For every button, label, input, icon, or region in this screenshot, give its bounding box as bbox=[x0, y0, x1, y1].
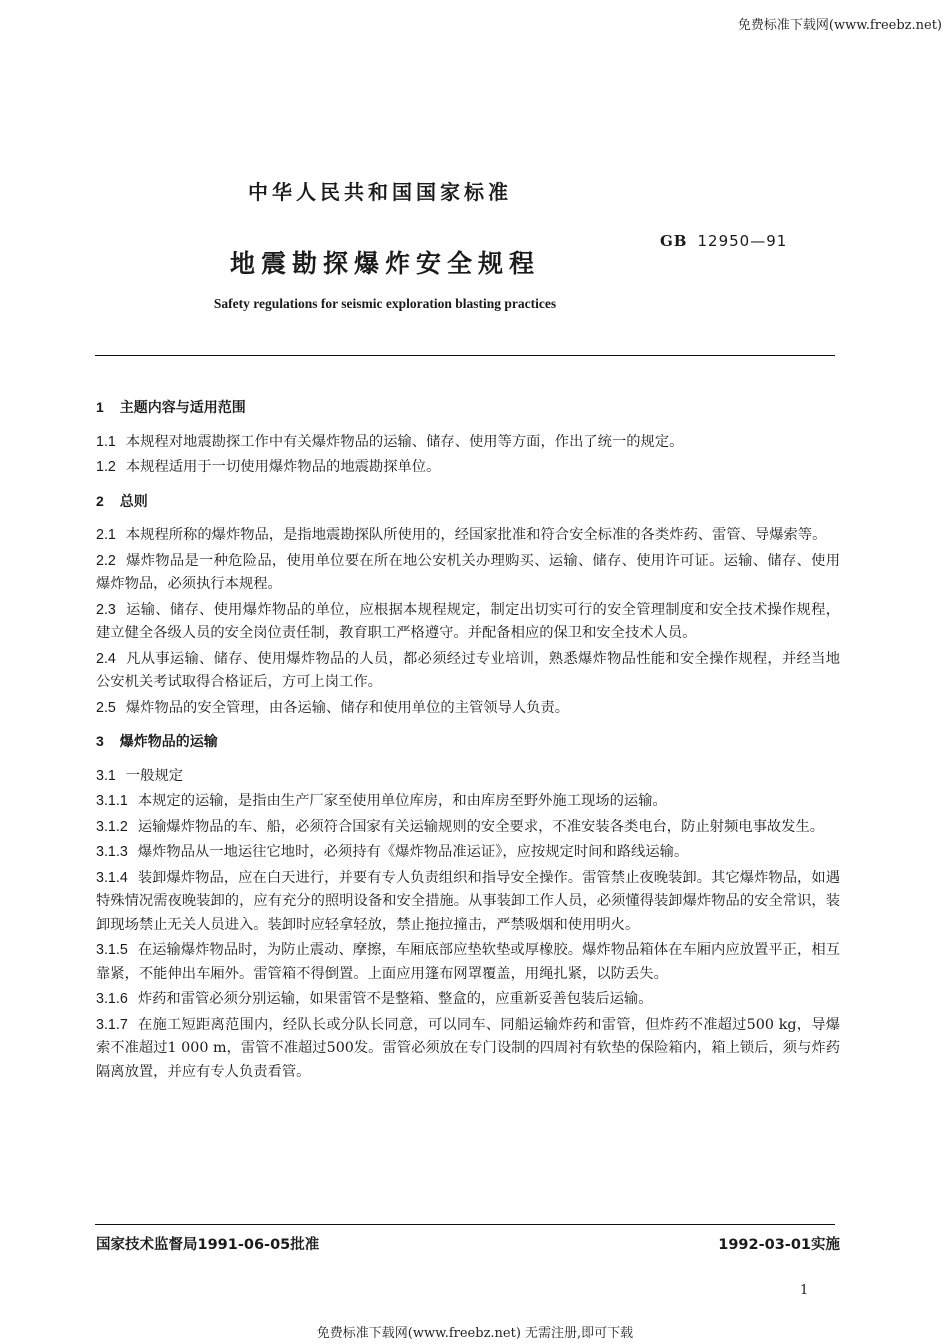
clause: 2.4 凡从事运输、储存、使用爆炸物品的人员，都必须经过专业培训，熟悉爆炸物品性能和安全操作规程，并经当地公安机关考试取得合格证后，方可上岗工作。 bbox=[96, 650, 840, 690]
clause: 3.1.3 爆炸物品从一地运往它地时，必须持有《爆炸物品准运证》，应按规定时间和路线运输。 bbox=[96, 844, 689, 860]
header-divider bbox=[95, 355, 835, 356]
section-heading: 3 爆炸物品的运输 bbox=[96, 733, 218, 750]
standard-prefix: GB bbox=[660, 232, 688, 250]
page-number: 1 bbox=[800, 1283, 809, 1298]
clause: 1.2 本规程适用于一切使用爆炸物品的地震勘探单位。 bbox=[96, 459, 441, 475]
clause: 3.1.4 装卸爆炸物品，应在白天进行，并要有专人负责组织和指导安全操作。雷管禁止夜晚装卸。其它爆炸物品，如遇特殊情况需夜晚装卸的，应有充分的照明设备和安全措施。从事装卸工作人员，必须懂得装卸爆炸物品的安全常识，装卸现场禁止无关人员进入。装卸时应轻拿轻放，禁止拖拉撞击，严禁吸烟和使用明火。 bbox=[96, 869, 840, 933]
clause: 3.1.6 炸药和雷管必须分别运输，如果雷管不是整箱、整盒的，应重新妥善包装后运输。 bbox=[96, 991, 653, 1007]
clause: 3.1.2 运输爆炸物品的车、船，必须符合国家有关运输规则的安全要求，不准安装各类电台，防止射频电事故发生。 bbox=[96, 818, 825, 835]
clause: 3.1 一般规定 bbox=[96, 767, 184, 784]
document-body bbox=[96, 392, 840, 1086]
clause: 2.5 爆炸物品的安全管理，由各运输、储存和使用单位的主管领导人负责。 bbox=[96, 699, 570, 716]
clause: 3.1.1 本规定的运输，是指由生产厂家至使用单位库房，和由库房至野外施工现场的运输。 bbox=[96, 793, 667, 809]
implementation-date: 1992-03-01实施 bbox=[718, 1237, 840, 1253]
header-watermark: 免费标准下载网(www.freebz.net) bbox=[737, 18, 942, 33]
clause: 3.1.7 在施工短距离范围内，经队长或分队长同意，可以同车、同船运输炸药和雷管，但炸药不准超过500 kg，导爆索不准超过1 000 m，雷管不准超过500发。雷管必须放在专门设制的四周衬有软垫的保险箱内，箱上锁后，须与炸药隔离放置，并应有专人负责看管。 bbox=[96, 1016, 840, 1080]
clause: 1.1 本规程对地震勘探工作中有关爆炸物品的运输、储存、使用等方面，作出了统一的规定。 bbox=[96, 433, 684, 450]
section-heading: 1 主题内容与适用范围 bbox=[96, 399, 246, 416]
clause: 2.3 运输、储存、使用爆炸物品的单位，应根据本规程规定，制定出切实可行的安全管理制度和安全技术操作规程，建立健全各级人员的安全岗位责任制，教育职工严格遵守。并配备相应的保卫和安全技术人员。 bbox=[96, 601, 840, 641]
standard-number-value: 12950—91 bbox=[697, 232, 788, 250]
document-title: 地震勘探爆炸安全规程 bbox=[229, 249, 540, 278]
clause: 3.1.5 在运输爆炸物品时，为防止震动、摩擦，车厢底部应垫软垫或厚橡胶。爆炸物品箱体在车厢内应放置平正，相互靠紧，不能伸出车厢外。雷管箱不得倒置。上面应用篷布网罩覆盖，用绳扎紧，以防丢失。 bbox=[96, 942, 840, 982]
approval-date: 国家技术监督局1991-06-05批准 bbox=[96, 1237, 320, 1253]
section-heading: 2 总则 bbox=[96, 492, 148, 510]
footer-divider bbox=[95, 1224, 835, 1225]
standard-type-heading: 中华人民共和国国家标准 bbox=[248, 180, 512, 204]
clause: 2.2 爆炸物品是一种危险品，使用单位要在所在地公安机关办理购买、运输、储存、使用许可证。运输、储存、使用爆炸物品，必须执行本规程。 bbox=[96, 552, 840, 592]
clause: 2.1 本规程所称的爆炸物品，是指地震勘探队所使用的，经国家批准和符合安全标准的各类炸药、雷管、导爆索等。 bbox=[96, 527, 827, 543]
footer-watermark: 免费标准下载网(www.freebz.net) 无需注册,即可下载 bbox=[316, 1326, 634, 1341]
document-subtitle: Safety regulations for seismic exploration blasting practices bbox=[213, 296, 557, 311]
